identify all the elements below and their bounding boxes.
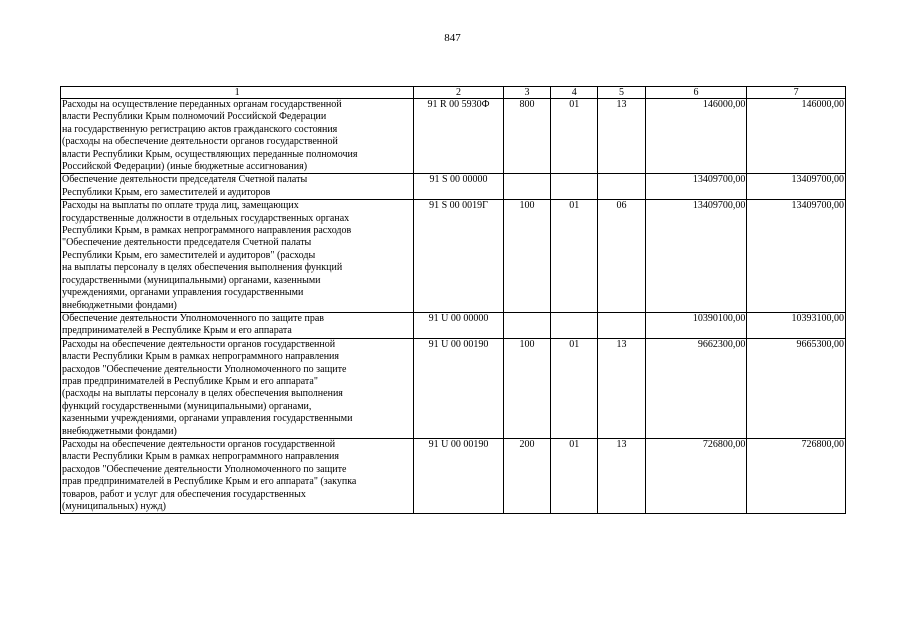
row-section: 01	[551, 338, 598, 438]
table-row	[61, 200, 846, 313]
row-description: Расходы на осуществление переданных органам государственной власти Республики Крым полномочий Российской Федерации на государственную регистрацию актов гражданского состояния (расходы на обеспечение деятельности органов государственной власти Республики Крым, осуществляющих переданные полномочия Российской Федерации) (иные бюджетные ассигнования)	[61, 99, 414, 174]
row-sum-year-2: 9665300,00	[747, 338, 846, 438]
row-expense-type	[503, 312, 550, 338]
row-section: 01	[551, 99, 598, 174]
row-target-code: 91 U 00 00000	[414, 312, 504, 338]
table-row	[61, 438, 846, 513]
column-header: 1	[61, 87, 414, 99]
row-target-code: 91 R 00 5930Ф	[414, 99, 504, 174]
row-sum-year-2: 146000,00	[747, 99, 846, 174]
column-header: 2	[414, 87, 504, 99]
budget-table	[60, 86, 846, 514]
row-subsection: 13	[598, 338, 645, 438]
row-subsection: 06	[598, 200, 645, 313]
row-sum-year-1: 726800,00	[645, 438, 747, 513]
row-description: Расходы на обеспечение деятельности органов государственной власти Республики Крым в рамках непрограммного направления расходов "Обеспечение деятельности Уполномоченного по защите прав предпринимателей в Республике Крым и его аппарата" (закупка товаров, работ и услуг для обеспечения государственных (муниципальных) нужд)	[61, 438, 414, 513]
column-header: 4	[551, 87, 598, 99]
column-header: 7	[747, 87, 846, 99]
row-target-code: 91 S 00 0019Г	[414, 200, 504, 313]
row-sum-year-1: 10390100,00	[645, 312, 747, 338]
column-header: 6	[645, 87, 747, 99]
row-section: 01	[551, 438, 598, 513]
row-expense-type: 800	[503, 99, 550, 174]
row-sum-year-1: 9662300,00	[645, 338, 747, 438]
row-sum-year-2: 13409700,00	[747, 174, 846, 200]
row-subsection: 13	[598, 438, 645, 513]
row-target-code: 91 U 00 00190	[414, 338, 504, 438]
row-expense-type: 100	[503, 338, 550, 438]
row-section	[551, 174, 598, 200]
row-target-code: 91 S 00 00000	[414, 174, 504, 200]
page-number: 847	[444, 32, 461, 44]
row-expense-type: 100	[503, 200, 550, 313]
row-expense-type	[503, 174, 550, 200]
row-sum-year-2: 726800,00	[747, 438, 846, 513]
row-subsection	[598, 312, 645, 338]
row-description: Обеспечение деятельности Уполномоченного по защите прав предпринимателей в Республике Крым и его аппарата	[61, 312, 414, 338]
row-subsection	[598, 174, 645, 200]
table-row	[61, 338, 846, 438]
row-description: Обеспечение деятельности председателя Счетной палаты Республики Крым, его заместителей и аудиторов	[61, 174, 414, 200]
row-expense-type: 200	[503, 438, 550, 513]
row-sum-year-2: 10393100,00	[747, 312, 846, 338]
row-description: Расходы на обеспечение деятельности органов государственной власти Республики Крым в рамках непрограммного направления расходов "Обеспечение деятельности Уполномоченного по защите прав предпринимателей в Республике Крым и его аппарата" (расходы на выплаты персоналу в целях обеспечения выполнения функций государственными (муниципальными) органами, казенными учреждениями, органами управления государственными внебюджетными фондами)	[61, 338, 414, 438]
row-target-code: 91 U 00 00190	[414, 438, 504, 513]
row-subsection: 13	[598, 99, 645, 174]
table-row	[61, 174, 846, 200]
row-sum-year-1: 146000,00	[645, 99, 747, 174]
row-sum-year-2: 13409700,00	[747, 200, 846, 313]
column-header: 5	[598, 87, 645, 99]
table-row	[61, 99, 846, 174]
table-row	[61, 312, 846, 338]
column-header: 3	[503, 87, 550, 99]
row-description: Расходы на выплаты по оплате труда лиц, замещающих государственные должности в отдельных государственных органах Республики Крым, в рамках непрограммного направления расходов "Обеспечение деятельности председателя Счетной палаты Республики Крым, его заместителей и аудиторов" (расходы на выплаты персоналу в целях обеспечения выполнения функций государственными (муниципальными) органами, казенными учреждениями, органами управления государственными внебюджетными фондами)	[61, 200, 414, 313]
table-header-row	[61, 87, 846, 99]
row-section	[551, 312, 598, 338]
row-section: 01	[551, 200, 598, 313]
row-sum-year-1: 13409700,00	[645, 200, 747, 313]
row-sum-year-1: 13409700,00	[645, 174, 747, 200]
